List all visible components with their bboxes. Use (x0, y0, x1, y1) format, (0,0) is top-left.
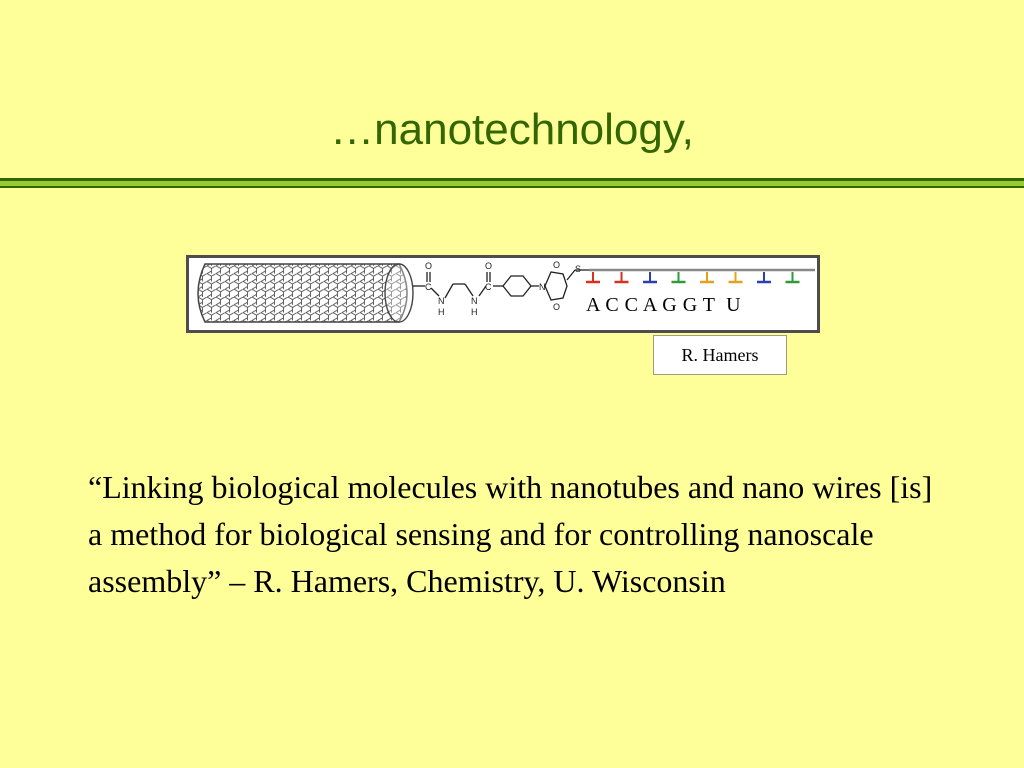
oxygen-label-3: O (553, 260, 561, 270)
dna-bases (586, 272, 800, 282)
title-divider (0, 178, 1024, 188)
slide-title: …nanotechnology, (330, 105, 694, 154)
dna-sequence-label: A C C A G G T U (586, 294, 742, 316)
oxygen-label: O (425, 261, 433, 271)
molecule-figure (186, 255, 820, 333)
nitrogen-label-3: N (539, 282, 546, 292)
carbon-nanotube (198, 264, 413, 322)
quote-text: “Linking biological molecules with nanotubes and nano wires [is] a method for biological sensing and for controlling nanoscale assembly” – R. Hamers, Chemistry, U. Wisconsin (88, 469, 933, 599)
figure-credit: R. Hamers (653, 335, 787, 375)
nitrogen-label: N (438, 296, 445, 306)
hydrogen-label-2: H (471, 307, 478, 317)
oxygen-label-2: O (485, 261, 493, 271)
carbon-label: C (425, 282, 432, 292)
sulfur-label: S (575, 264, 582, 274)
oxygen-label-4: O (553, 302, 561, 312)
hydrogen-label: H (438, 307, 445, 317)
carbon-label-2: C (485, 282, 492, 292)
nitrogen-label-2: N (471, 296, 478, 306)
atom-labels (425, 260, 581, 317)
